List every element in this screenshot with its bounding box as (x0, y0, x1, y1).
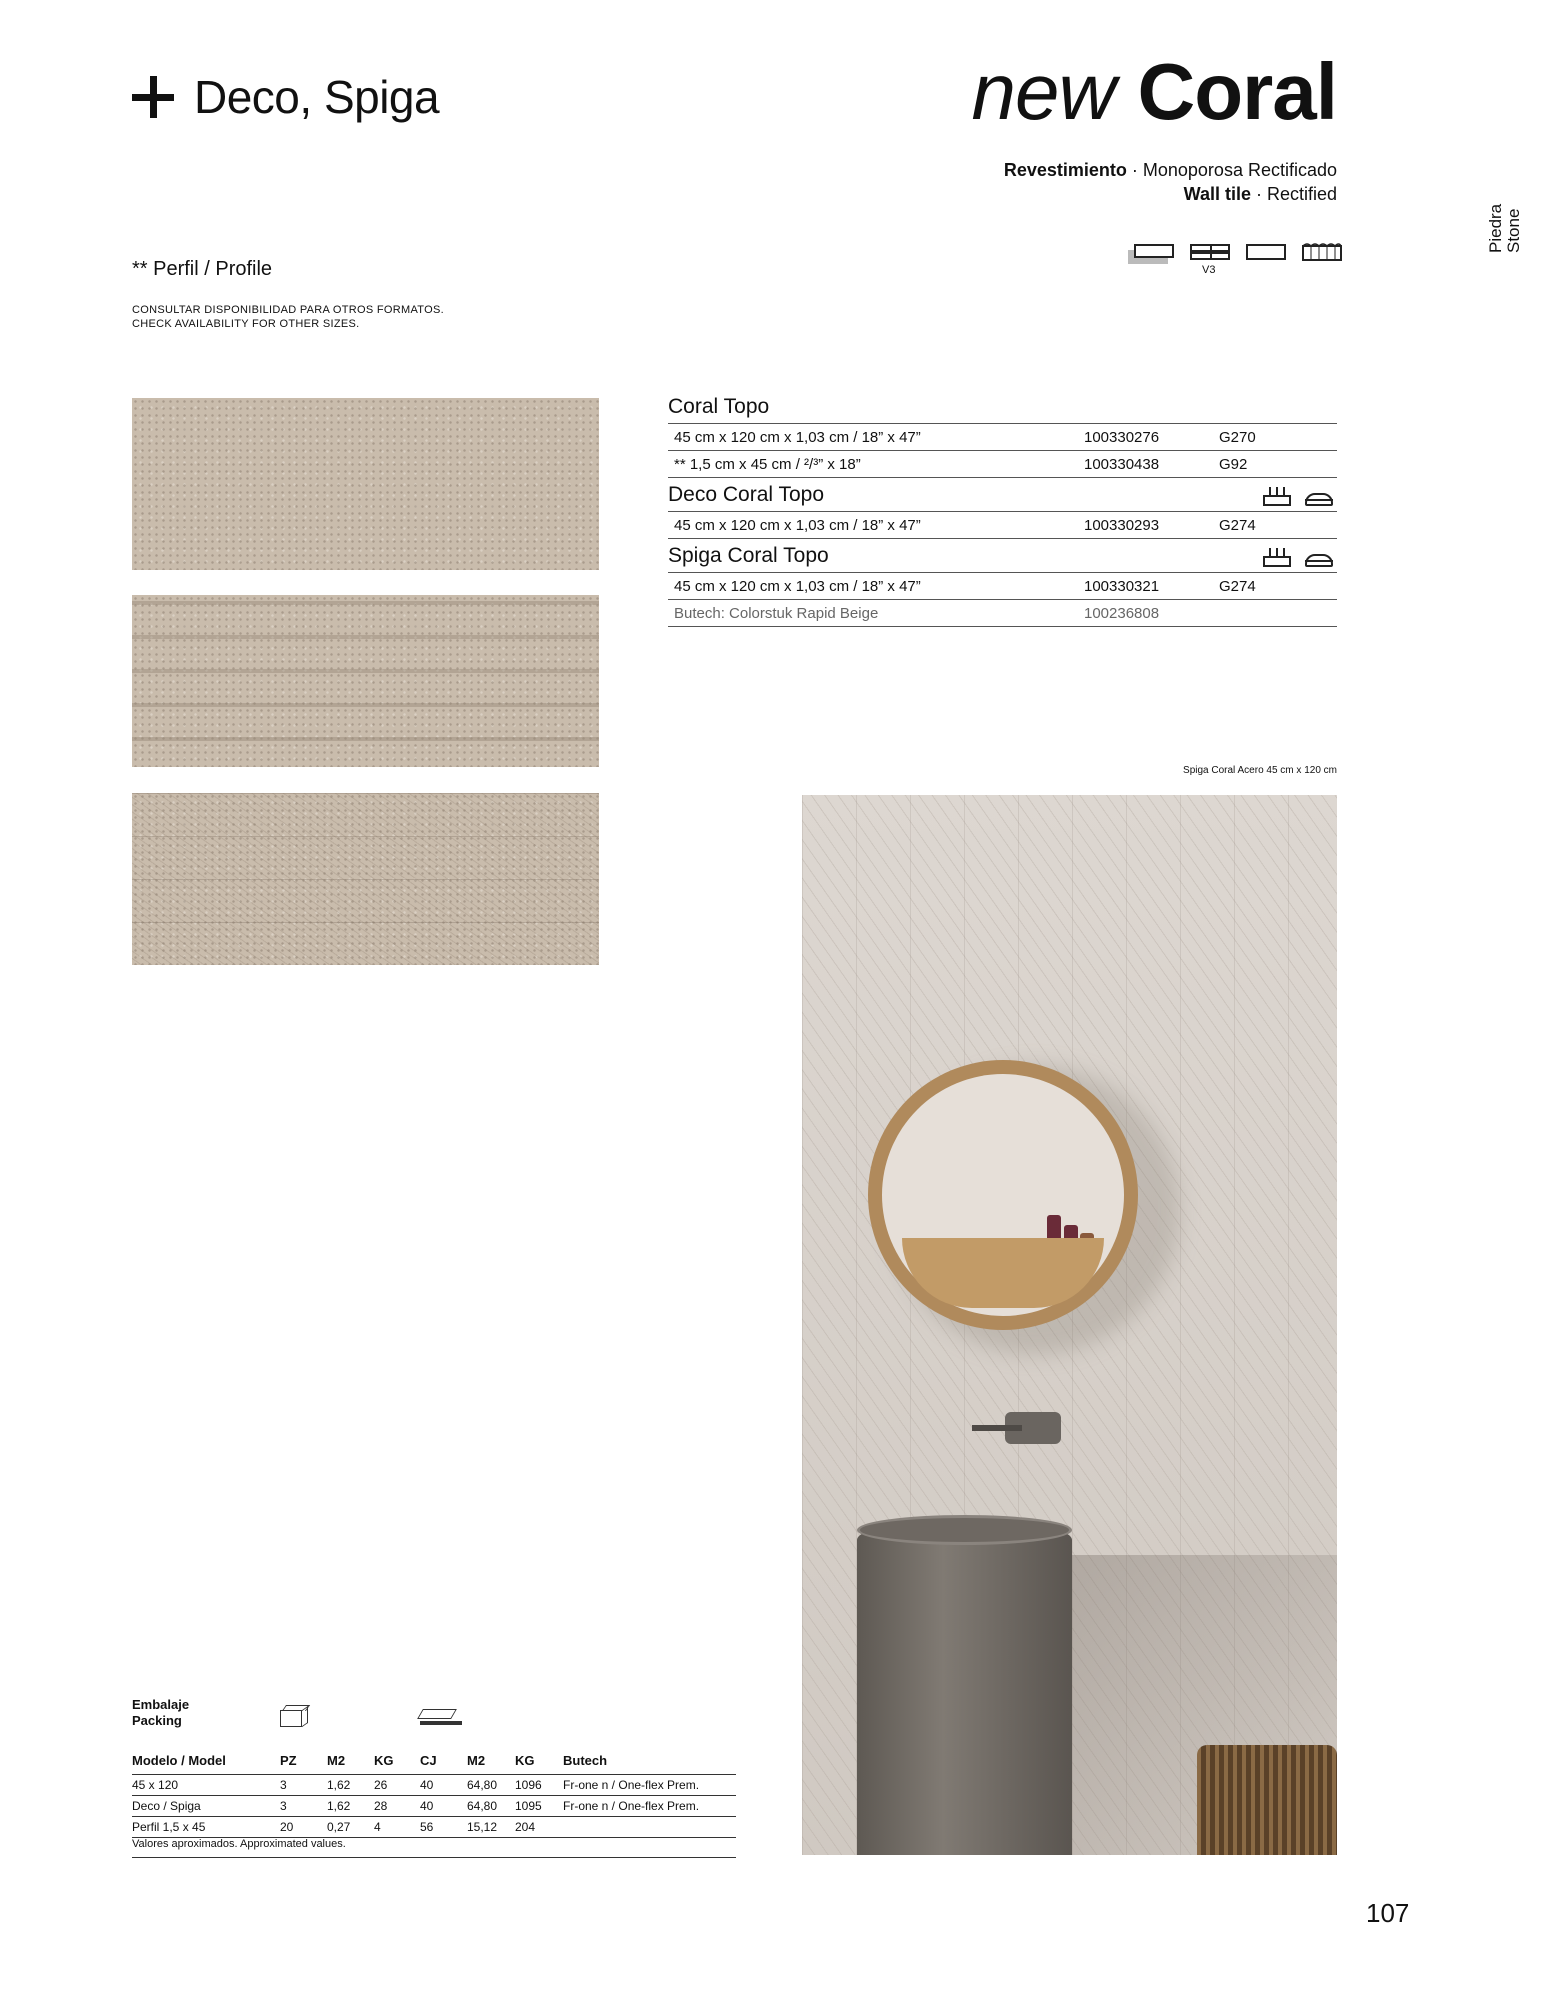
cell: Deco / Spiga (132, 1795, 280, 1816)
col-header: KG (515, 1748, 563, 1774)
product-name: Spiga Coral Topo (668, 544, 829, 567)
col-header: CJ (420, 1748, 467, 1774)
rectangle-stack-icon (1128, 242, 1174, 264)
product-group: G270 (1219, 428, 1256, 446)
availability-line-1: CONSULTAR DISPONIBILIDAD PARA OTROS FORMATOS. (132, 304, 444, 316)
cell: 3 (280, 1795, 327, 1816)
product-heading (668, 539, 1337, 573)
col-header: M2 (327, 1748, 374, 1774)
cell (563, 1816, 736, 1837)
cell: 1,62 (327, 1774, 374, 1795)
product-row (668, 600, 1337, 627)
product-code: 100236808 (1084, 604, 1160, 622)
cell: 0,27 (327, 1816, 374, 1837)
cell: 15,12 (467, 1816, 515, 1837)
product-code: 100330321 (1084, 577, 1160, 595)
table-row (132, 1774, 736, 1795)
brand-prefix: new (971, 47, 1116, 136)
wooden-basket (1197, 1745, 1337, 1855)
product-row (668, 512, 1337, 539)
product-size: 45 cm x 120 cm x 1,03 cm / 18” x 47” (674, 516, 921, 534)
grout-icon (1303, 487, 1335, 507)
product-group: G92 (1219, 455, 1248, 473)
type-line-2-rest: · Rectified (1250, 184, 1337, 204)
tile-swatch-coral-topo (132, 398, 599, 570)
type-line-1-bold: Revestimiento (1003, 160, 1127, 180)
pallet-icon (420, 1705, 462, 1727)
cell: 204 (515, 1816, 563, 1837)
col-header: Butech (563, 1748, 736, 1774)
cell: 1,62 (327, 1795, 374, 1816)
packing-table (132, 1748, 736, 1838)
packing-label-line1: Embalaje (132, 1697, 190, 1712)
tile-type (1004, 158, 1337, 206)
table-row (132, 1816, 736, 1837)
cell: 26 (374, 1774, 420, 1795)
packing-label-line2: Packing (132, 1713, 182, 1728)
page-number: 107 (1366, 1898, 1410, 1928)
packing-footnote: Valores aproximados. Approximated values. (132, 1838, 736, 1858)
col-header: KG (374, 1748, 420, 1774)
tile-swatch-spiga-coral-topo (132, 793, 599, 965)
product-size: 45 cm x 120 cm x 1,03 cm / 18” x 47” (674, 577, 921, 595)
collection-title (971, 47, 1338, 136)
cell: 40 (420, 1795, 467, 1816)
product-group: G274 (1219, 516, 1256, 534)
product-heading (668, 478, 1337, 512)
product-row (668, 424, 1337, 451)
side-label-line2: Stone (1504, 208, 1523, 253)
availability-note (132, 303, 444, 331)
cell: 4 (374, 1816, 420, 1837)
v3-pattern-icon (1190, 242, 1230, 276)
adhesive-icon (1261, 487, 1293, 507)
cell: 1095 (515, 1795, 563, 1816)
profile-title: ** Perfil / Profile (132, 258, 273, 280)
table-row (132, 1795, 736, 1816)
bathroom-photo (802, 795, 1337, 1855)
section-header (132, 70, 439, 124)
product-size: Butech: Colorstuk Rapid Beige (674, 604, 879, 622)
cell: 64,80 (467, 1774, 515, 1795)
product-name: Coral Topo (668, 395, 770, 418)
side-label-line1: Piedra (1486, 203, 1505, 253)
v3-label: V3 (1202, 264, 1216, 276)
cell: Fr-one n / One-flex Prem. (563, 1795, 736, 1816)
side-category-label (1487, 193, 1531, 253)
product-name: Deco Coral Topo (668, 483, 825, 506)
product-size: ** 1,5 cm x 45 cm / ²/³” x 18” (674, 455, 861, 473)
cell: 1096 (515, 1774, 563, 1795)
cell: 45 x 120 (132, 1774, 280, 1795)
cell: 3 (280, 1774, 327, 1795)
plus-icon (132, 76, 174, 118)
col-header: M2 (467, 1748, 515, 1774)
stone-basin (857, 1520, 1072, 1855)
col-header: PZ (280, 1748, 327, 1774)
cell: 56 (420, 1816, 467, 1837)
product-code: 100330276 (1084, 428, 1160, 446)
type-line-2-bold: Wall tile (1183, 184, 1251, 204)
cell: Fr-one n / One-flex Prem. (563, 1774, 736, 1795)
packing-label (132, 1697, 189, 1729)
product-row (668, 451, 1337, 478)
packing-header-row (132, 1748, 736, 1774)
grout-icon (1303, 548, 1335, 568)
product-code: 100330293 (1084, 516, 1160, 534)
cell: 64,80 (467, 1795, 515, 1816)
box-icon (280, 1705, 310, 1727)
product-heading (668, 390, 1337, 424)
product-group: G274 (1219, 577, 1256, 595)
product-size: 45 cm x 120 cm x 1,03 cm / 18” x 47” (674, 428, 921, 446)
type-line-1-rest: · Monoporosa Rectificado (1126, 160, 1337, 180)
rectangle-icon (1246, 242, 1286, 264)
format-icons (1128, 242, 1342, 276)
cell: 20 (280, 1816, 327, 1837)
cell: 40 (420, 1774, 467, 1795)
tile-swatch-deco-coral-topo (132, 595, 599, 767)
brand-name: Coral (1137, 47, 1337, 136)
photo-caption: Spiga Coral Acero 45 cm x 120 cm (1183, 765, 1337, 776)
col-header: Modelo / Model (132, 1748, 280, 1774)
product-table (668, 390, 1337, 627)
product-code: 100330438 (1084, 455, 1160, 473)
profile-icon (1302, 242, 1342, 264)
product-row (668, 573, 1337, 600)
cell: 28 (374, 1795, 420, 1816)
section-title: Deco, Spiga (194, 71, 440, 123)
adhesive-icon (1261, 548, 1293, 568)
cell: Perfil 1,5 x 45 (132, 1816, 280, 1837)
availability-line-2: CHECK AVAILABILITY FOR OTHER SIZES. (132, 318, 360, 330)
